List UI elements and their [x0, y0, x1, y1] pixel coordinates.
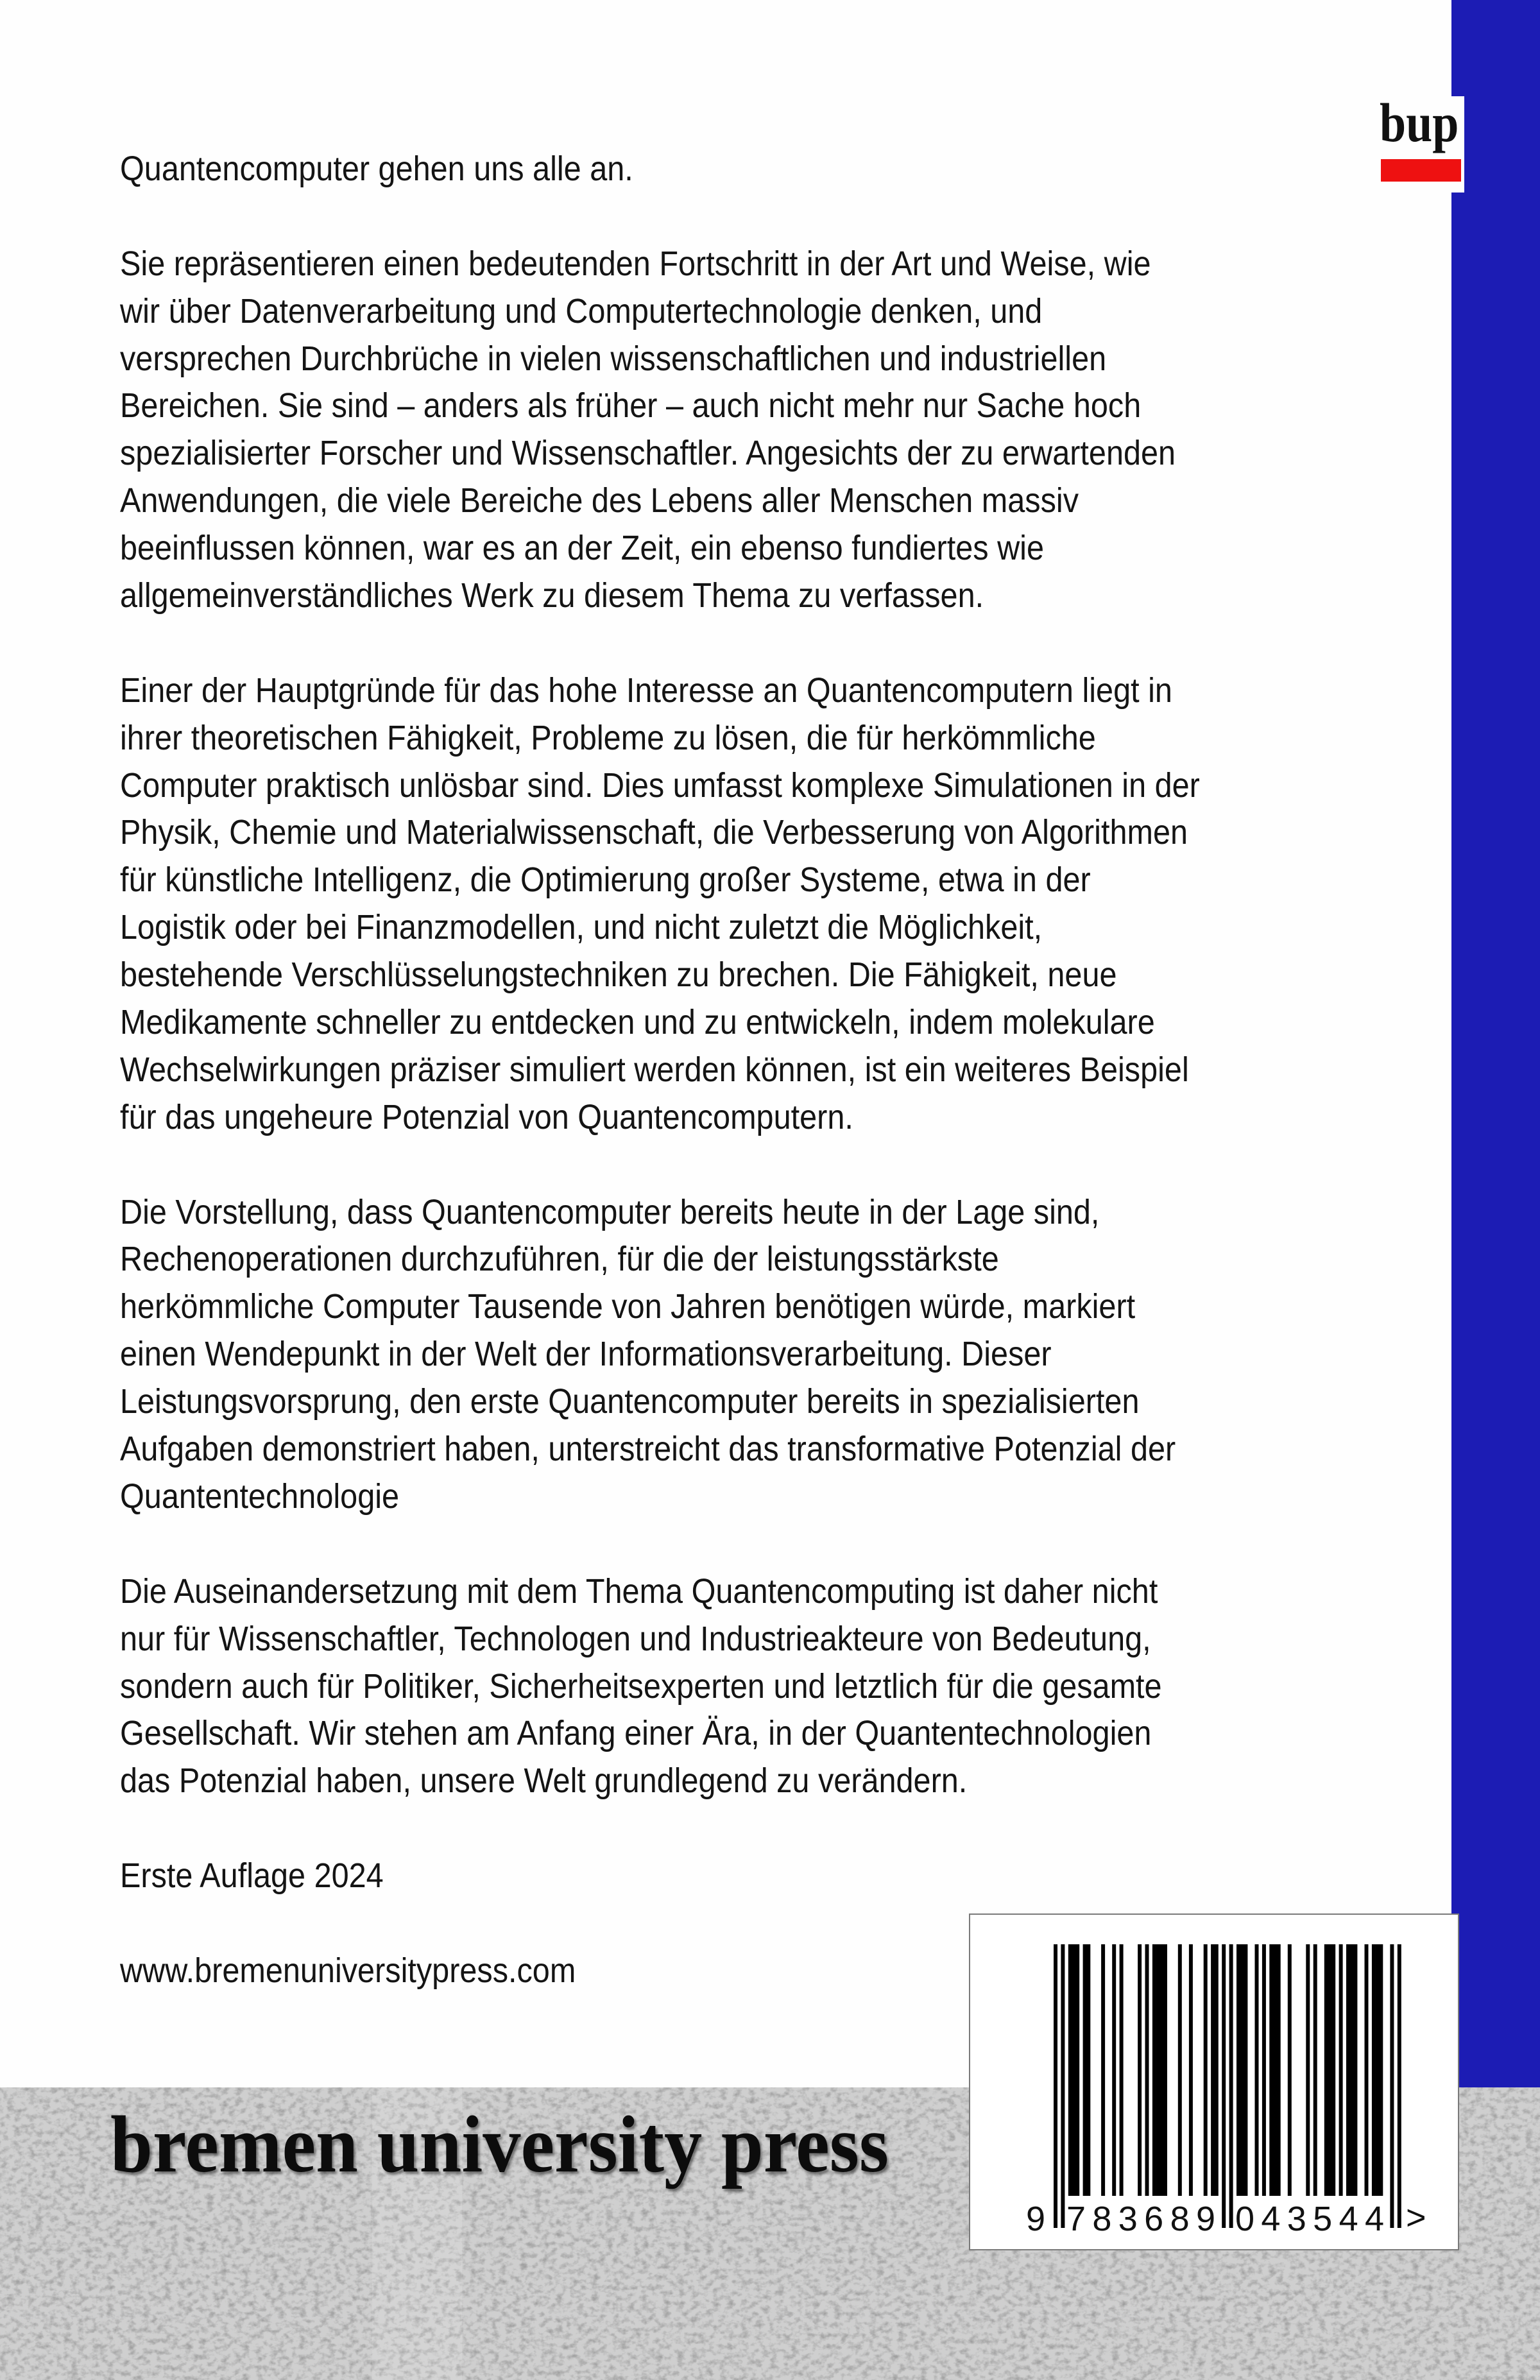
barcode-bar	[1112, 1944, 1116, 2196]
text-line-content: beeinflussen können, war es an der Zeit, ein ebenso fundiertes wie	[120, 529, 1044, 568]
text-line-content: Die Vorstellung, dass Quantencomputer bereits heute in der Lage sind,	[120, 1192, 1100, 1231]
text-line-content: Sie repräsentieren einen bedeutenden Fortschritt in der Art und Weise, wie	[120, 244, 1151, 283]
barcode-bar	[1159, 1944, 1163, 2196]
barcode-bars	[970, 1915, 1458, 2249]
text-line-content: Bereichen. Sie sind – anders als früher – auch nicht mehr nur Sache hoch	[120, 386, 1142, 425]
logo-text: bup	[1380, 92, 1459, 153]
barcode-bar	[1350, 1944, 1354, 2196]
text-line-content: Logistik oder bei Finanzmodellen, und nicht zuletzt die Möglichkeit,	[120, 908, 1043, 947]
text-line-content: herkömmliche Computer Tausende von Jahren benötigen würde, markiert	[120, 1287, 1136, 1326]
text-line	[120, 241, 1435, 288]
barcode-bar	[1328, 1944, 1332, 2196]
blurb-text	[120, 146, 1435, 2042]
barcode-quiet-marker: >	[1406, 2198, 1426, 2237]
paragraph	[120, 1853, 1435, 1900]
barcode-bar	[1313, 1944, 1317, 2196]
barcode-bar	[1339, 1944, 1343, 2196]
paragraph	[120, 667, 1435, 1142]
text-line	[120, 857, 1435, 904]
barcode-bar	[1178, 1944, 1182, 2196]
text-line-content: Wechselwirkungen präziser simuliert werden können, ist ein weiteres Beispiel	[120, 1050, 1189, 1089]
barcode-bar	[1068, 1944, 1072, 2196]
barcode-bar	[1324, 1944, 1328, 2196]
spine-stripe	[1451, 0, 1540, 2089]
barcode-bar	[1273, 1944, 1277, 2196]
text-line-content: versprechen Durchbrüche in vielen wissenschaftlichen und industriellen	[120, 339, 1107, 378]
barcode-bar	[1262, 1944, 1266, 2196]
text-line	[120, 999, 1435, 1047]
text-line	[120, 477, 1435, 525]
barcode-bar	[1152, 1944, 1156, 2196]
text-line	[120, 1758, 1435, 1805]
text-line-content: nur für Wissenschaftler, Technologen und Industrieakteure von Bedeutung,	[120, 1619, 1151, 1658]
paragraph	[120, 146, 1435, 193]
text-line	[120, 1616, 1435, 1663]
text-line-content: einen Wendepunkt in der Welt der Informationsverarbeitung. Dieser	[120, 1335, 1052, 1374]
barcode-bar	[1163, 1944, 1167, 2196]
text-line-content: Die Auseinandersetzung mit dem Thema Quantencomputing ist daher nicht	[120, 1571, 1158, 1611]
text-line	[120, 715, 1435, 762]
barcode-bar	[1255, 1944, 1259, 2196]
text-line	[120, 1236, 1435, 1283]
text-line-content: sondern auch für Politiker, Sicherheitsexperten und letztlich für die gesamte	[120, 1666, 1162, 1706]
barcode-bar	[1229, 1944, 1233, 2228]
text-line-content: Physik, Chemie und Materialwissenschaft, die Verbesserung von Algorithmen	[120, 813, 1188, 852]
text-line-content: für künstliche Intelligenz, die Optimierung großer Systeme, etwa in der	[120, 860, 1091, 900]
text-line-content: ihrer theoretischen Fähigkeit, Probleme zu lösen, die für herkömmliche	[120, 718, 1096, 757]
barcode-bar	[1376, 1944, 1380, 2196]
text-line	[120, 1853, 1435, 1900]
barcode-first-digit: 9	[1026, 2200, 1046, 2238]
text-line	[120, 1189, 1435, 1237]
paragraph	[120, 1189, 1435, 1521]
text-line-content: Gesellschaft. Wir stehen am Anfang einer Ära, in der Quantentechnologien	[120, 1714, 1152, 1753]
text-line	[120, 1283, 1435, 1331]
text-line	[120, 430, 1435, 477]
text-line	[120, 809, 1435, 857]
text-line	[120, 1094, 1435, 1142]
text-line	[120, 1568, 1435, 1616]
barcode-bar	[1306, 1944, 1310, 2196]
text-line	[120, 288, 1435, 336]
barcode-bar	[1379, 1944, 1383, 2196]
barcode-bar	[1156, 1944, 1160, 2196]
barcode-bar	[1277, 1944, 1281, 2196]
barcode-right-digits: 043544	[1235, 2200, 1384, 2238]
isbn-barcode	[969, 1913, 1459, 2250]
barcode-bar	[1083, 1944, 1087, 2196]
barcode-bar	[1390, 1944, 1394, 2228]
text-line-content: Quantencomputer gehen uns alle an.	[120, 150, 633, 188]
barcode-bar	[1075, 1944, 1079, 2196]
text-line	[120, 336, 1435, 383]
barcode-bar	[1365, 1944, 1369, 2196]
text-line-content: Aufgaben demonstriert haben, unterstreicht das transformative Potenzial der	[120, 1430, 1176, 1469]
barcode-bar	[1346, 1944, 1350, 2196]
text-line-content: Quantentechnologie	[120, 1477, 400, 1516]
text-line-content: Leistungsvorsprung, den erste Quantencomputer bereits in spezialisierten	[120, 1382, 1140, 1421]
text-line-content: allgemeinverständliches Werk zu diesem Thema zu verfassen.	[120, 576, 984, 615]
barcode-bar	[1353, 1944, 1357, 2196]
text-line	[120, 1378, 1435, 1426]
barcode-bar	[1204, 1944, 1208, 2196]
barcode-bar	[1145, 1944, 1149, 2196]
barcode-bar	[1211, 1944, 1215, 2196]
barcode-bar	[1236, 1944, 1240, 2196]
barcode-bar	[1372, 1944, 1376, 2196]
text-line-content: www.bremenuniversitypress.com	[120, 1951, 576, 1990]
text-line-content: Erste Auflage 2024	[120, 1856, 384, 1896]
barcode-bar	[1215, 1944, 1219, 2196]
barcode-bar	[1072, 1944, 1076, 2196]
text-line-content: bestehende Verschlüsselungstechniken zu brechen. Die Fähigkeit, neue	[120, 955, 1117, 995]
publisher-name: bremen university press	[110, 2100, 889, 2189]
text-line	[120, 382, 1435, 430]
barcode-bar	[1101, 1944, 1105, 2196]
text-line	[120, 572, 1435, 620]
barcode-bar	[1189, 1944, 1193, 2196]
text-line	[120, 1331, 1435, 1378]
text-line	[120, 146, 1435, 193]
text-line-content: für das ungeheure Potenzial von Quantencomputern.	[120, 1097, 853, 1136]
text-line-content: das Potenzial haben, unsere Welt grundlegend zu verändern.	[120, 1761, 968, 1801]
text-line-content: Rechenoperationen durchzuführen, für die der leistungsstärkste	[120, 1240, 999, 1279]
barcode-left-digits: 783689	[1066, 2200, 1215, 2238]
barcode-bar	[1222, 1944, 1226, 2228]
text-line	[120, 1047, 1435, 1094]
text-line	[120, 762, 1435, 810]
barcode-bar	[1120, 1944, 1124, 2196]
text-line	[120, 525, 1435, 572]
text-line-content: Computer praktisch unlösbar sind. Dies umfasst komplexe Simulationen in der	[120, 766, 1200, 805]
barcode-bar	[1398, 1944, 1401, 2228]
barcode-bar	[1288, 1944, 1292, 2196]
barcode-bar	[1244, 1944, 1247, 2196]
text-line	[120, 667, 1435, 715]
barcode-bar	[1240, 1944, 1244, 2196]
barcode-bar	[1086, 1944, 1090, 2196]
text-line	[120, 1473, 1435, 1521]
barcode-bar	[1269, 1944, 1273, 2196]
text-line-content: Anwendungen, die viele Bereiche des Lebens aller Menschen massiv	[120, 481, 1079, 520]
text-line-content: spezialisierter Forscher und Wissenschaftler. Angesichts der zu erwartenden	[120, 434, 1176, 473]
barcode-bar	[1138, 1944, 1142, 2196]
text-line	[120, 1663, 1435, 1711]
barcode-bar	[1331, 1944, 1335, 2196]
text-line	[120, 1426, 1435, 1473]
barcode-bar	[1061, 1944, 1065, 2228]
text-line-content: Medikamente schneller zu entdecken und zu entwickeln, indem molekulare	[120, 1003, 1155, 1042]
text-line-content: wir über Datenverarbeitung und Computertechnologie denken, und	[120, 291, 1043, 330]
text-line	[120, 904, 1435, 952]
text-line	[120, 1710, 1435, 1758]
text-line	[120, 952, 1435, 999]
paragraph	[120, 1568, 1435, 1805]
paragraph	[120, 241, 1435, 620]
barcode-bar	[1054, 1944, 1057, 2228]
text-line-content: Einer der Hauptgründe für das hohe Interesse an Quantencomputern liegt in	[120, 671, 1172, 710]
